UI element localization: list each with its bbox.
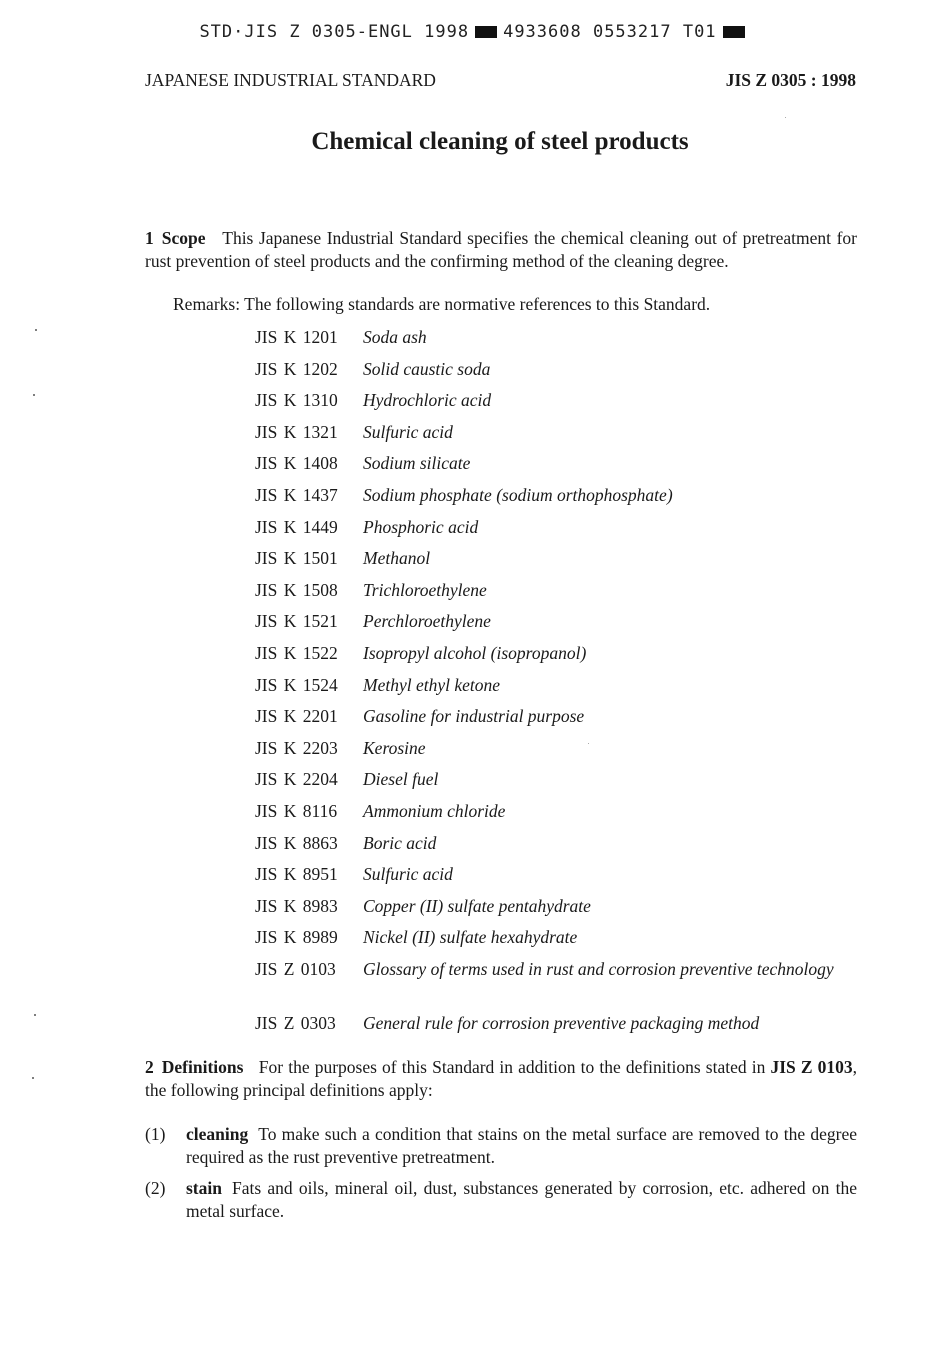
reference-code: JIS K 1522	[255, 642, 338, 663]
definition-term: stain	[186, 1178, 222, 1198]
scope-number: 1	[145, 228, 154, 248]
reference-title: Trichloroethylene	[363, 579, 487, 600]
reference-item	[255, 800, 857, 832]
header-standard-number: JIS Z 0305 : 1998	[725, 70, 856, 90]
definition-item	[145, 1123, 857, 1169]
reference-item	[255, 358, 857, 390]
reference-item	[255, 737, 857, 769]
scan-speck	[32, 1077, 34, 1079]
reference-title: Sodium phosphate (sodium orthophosphate)	[363, 484, 673, 505]
scope-heading: Scope	[161, 228, 206, 248]
reference-list	[255, 326, 857, 1043]
page-title: Chemical cleaning of steel products	[311, 128, 689, 155]
definitions-intro-ref: JIS Z 0103	[770, 1057, 853, 1077]
reference-title: Diesel fuel	[363, 769, 439, 790]
reference-code: JIS K 1449	[255, 516, 338, 537]
reference-title: Solid caustic soda	[363, 358, 491, 379]
scan-speck	[785, 117, 786, 118]
reference-title: Sulfuric acid	[363, 421, 453, 442]
reference-item	[255, 705, 857, 737]
reference-code: JIS K 1524	[255, 674, 338, 695]
definition-term: cleaning	[186, 1124, 249, 1144]
definitions-section	[145, 1056, 857, 1102]
reference-item	[255, 1012, 857, 1044]
reference-title: Soda ash	[363, 327, 427, 347]
reference-item	[255, 674, 857, 706]
definitions-heading: Definitions	[161, 1057, 244, 1077]
reference-item	[255, 579, 857, 611]
definition-label: (1)	[145, 1124, 166, 1144]
definitions-intro-end: , the following principal definitions apply:	[145, 1057, 858, 1100]
reference-code: JIS K 1321	[255, 421, 338, 442]
reference-code: JIS K 1408	[255, 453, 338, 474]
reference-title: Gasoline for industrial purpose	[363, 706, 585, 727]
reference-code: JIS K 8989	[255, 927, 338, 948]
reference-code: JIS Z 0103	[255, 958, 336, 979]
stamp-block-mark	[723, 26, 745, 38]
scope-section	[145, 227, 857, 273]
reference-title: General rule for corrosion preventive packaging method	[363, 1012, 760, 1033]
definitions-number: 2	[145, 1057, 154, 1077]
scan-speck	[33, 394, 35, 396]
scan-speck	[588, 743, 589, 744]
reference-code: JIS K 2203	[255, 737, 338, 758]
definitions-intro: For the purposes of this Standard in addition to the definitions stated in	[258, 1057, 766, 1077]
reference-code: JIS K 1501	[255, 548, 338, 569]
reference-title: Kerosine	[363, 737, 426, 758]
reference-code: JIS K 2201	[255, 706, 338, 727]
reference-code: JIS K 1437	[255, 484, 338, 505]
reference-title: Boric acid	[363, 832, 437, 853]
reference-item	[255, 768, 857, 800]
reference-item	[255, 516, 857, 548]
reference-item	[255, 610, 857, 642]
reference-code: JIS Z 0303	[255, 1012, 336, 1033]
scan-speck	[35, 329, 37, 331]
reference-code: JIS K 2204	[255, 769, 338, 790]
definition-label: (2)	[145, 1178, 166, 1198]
reference-item	[255, 326, 857, 358]
reference-code: JIS K 1310	[255, 390, 338, 411]
reference-title: Copper (II) sulfate pentahydrate	[363, 895, 591, 916]
header-standard-type: JAPANESE INDUSTRIAL STANDARD	[145, 70, 436, 90]
reference-code: JIS K 1508	[255, 579, 338, 600]
reference-title: Phosphoric acid	[363, 516, 479, 537]
reference-title: Perchloroethylene	[363, 611, 491, 632]
reference-title: Glossary of terms used in rust and corrosion preventive technology	[363, 958, 834, 979]
definition-text: Fats and oils, mineral oil, dust, substances generated by corrosion, etc. adhered on the metal surface.	[186, 1178, 857, 1221]
reference-item	[255, 642, 857, 674]
reference-item	[255, 926, 857, 958]
reference-item	[255, 895, 857, 927]
remarks-line: Remarks: The following standards are normative references to this Standard.	[173, 294, 711, 314]
document-stamp	[0, 22, 950, 42]
reference-item	[255, 421, 857, 453]
reference-title: Sulfuric acid	[363, 864, 453, 885]
scan-speck	[34, 1014, 36, 1016]
reference-item	[255, 832, 857, 864]
reference-title: Ammonium chloride	[363, 800, 506, 821]
reference-code: JIS K 8951	[255, 864, 338, 885]
reference-title: Methanol	[363, 548, 431, 569]
reference-item	[255, 547, 857, 579]
reference-title: Methyl ethyl ketone	[363, 674, 501, 695]
stamp-text-2: 4933608 0553217 T01	[503, 22, 717, 42]
reference-item	[255, 863, 857, 895]
reference-title: Isopropyl alcohol (isopropanol)	[363, 642, 587, 663]
definition-text: To make such a condition that stains on the metal surface are removed to the degree required as the rust preventive pretreatment.	[186, 1124, 857, 1167]
stamp-block-mark	[475, 26, 497, 38]
reference-item	[255, 958, 857, 1012]
reference-code: JIS K 8116	[255, 800, 338, 821]
reference-code: JIS K 8863	[255, 832, 338, 853]
reference-code: JIS K 1201	[255, 327, 338, 347]
reference-title: Hydrochloric acid	[363, 390, 492, 411]
scope-text: This Japanese Industrial Standard specifies the chemical cleaning out of pretreatment for rust prevention of steel products and the confirming method of the cleaning degree.	[145, 228, 858, 271]
reference-item	[255, 452, 857, 484]
reference-code: JIS K 1202	[255, 358, 338, 379]
reference-code: JIS K 1521	[255, 611, 338, 632]
reference-item	[255, 389, 857, 421]
reference-title: Sodium silicate	[363, 453, 471, 474]
stamp-text-1: STD·JIS Z 0305-ENGL 1998	[199, 22, 470, 42]
reference-code: JIS K 8983	[255, 895, 338, 916]
reference-title: Nickel (II) sulfate hexahydrate	[363, 927, 578, 948]
definition-item	[145, 1177, 857, 1223]
reference-item	[255, 484, 857, 516]
